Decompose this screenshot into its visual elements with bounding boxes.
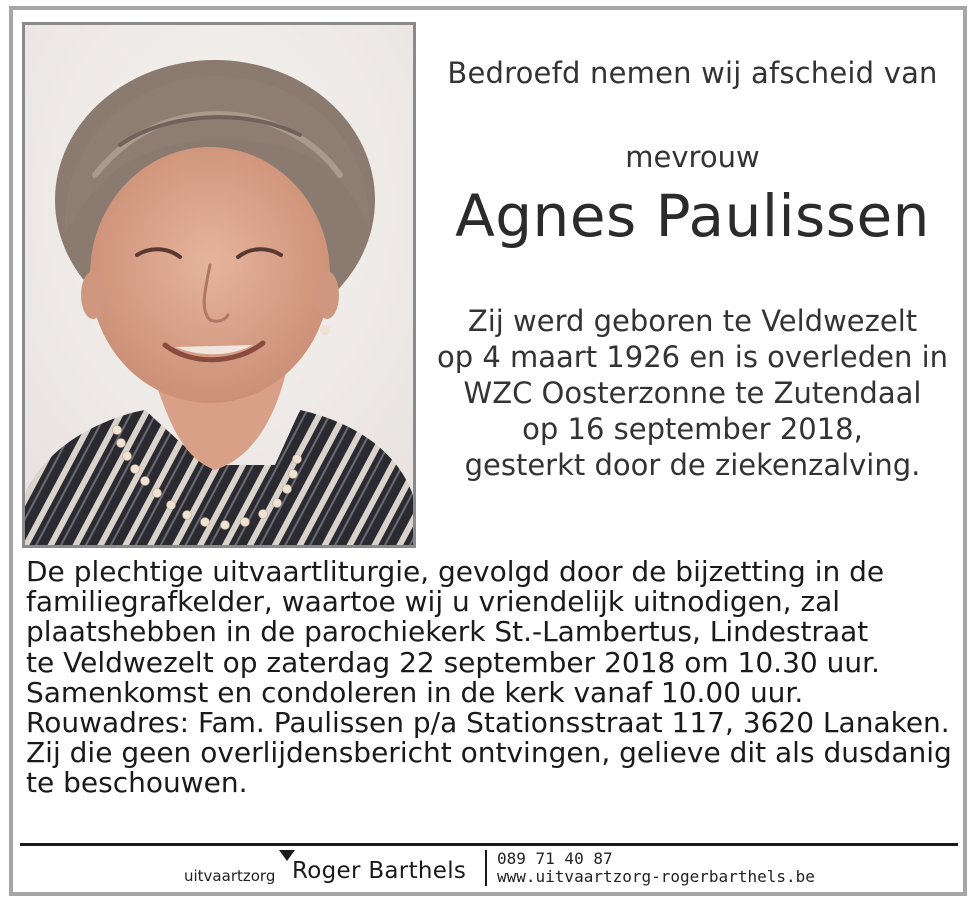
deceased-name: Agnes Paulissen (455, 182, 930, 250)
brand-separator (485, 850, 487, 886)
details-line: plaatshebben in de parochiekerk St.-Lambertus, Lindestraat (26, 615, 869, 649)
details-line: Samenkomst en condoleren in de kerk vanaf 10.00 uur. (26, 675, 804, 709)
details-line: familiegrafkelder, waartoe wij u vriendelijk uitnodigen, zal (26, 585, 841, 619)
bio-line: WZC Oosterzonne te Zutendaal (463, 376, 922, 410)
honorific: mevrouw (625, 140, 760, 174)
brand-prefix: uitvaartzorg (184, 867, 276, 885)
farewell-intro: Bedroefd nemen wij afscheid van (447, 56, 938, 90)
portrait-illustration (25, 25, 413, 545)
bio-line: op 16 september 2018, (522, 412, 863, 446)
portrait-photo (22, 22, 416, 548)
website-link[interactable]: www.uitvaartzorg-rogerbarthels.be (497, 867, 815, 886)
brand-name: Roger Barthels (292, 858, 467, 884)
details-line: Zij die geen overlijdensbericht ontvingen, gelieve dit als dusdanig (26, 736, 952, 770)
phone-number: 089 71 40 87 (497, 849, 613, 868)
bio-line: gesterkt door de ziekenzalving. (464, 448, 921, 482)
details-line: De plechtige uitvaartliturgie, gevolgd door de bijzetting in de (26, 555, 885, 588)
funeral-home-footer (0, 846, 980, 896)
bio-line: op 4 maart 1926 en is overleden in (436, 340, 949, 374)
biography (425, 303, 960, 483)
details-line: te Veldwezelt op zaterdag 22 september 2018 om 10.30 uur. (26, 645, 880, 679)
details-line: Rouwadres: Fam. Paulissen p/a Stationsstraat 117, 3620 Lanaken. (26, 706, 950, 740)
funeral-details (26, 557, 966, 799)
details-line: te beschouwen. (26, 766, 248, 800)
bio-line: Zij werd geboren te Veldwezelt (467, 304, 918, 338)
